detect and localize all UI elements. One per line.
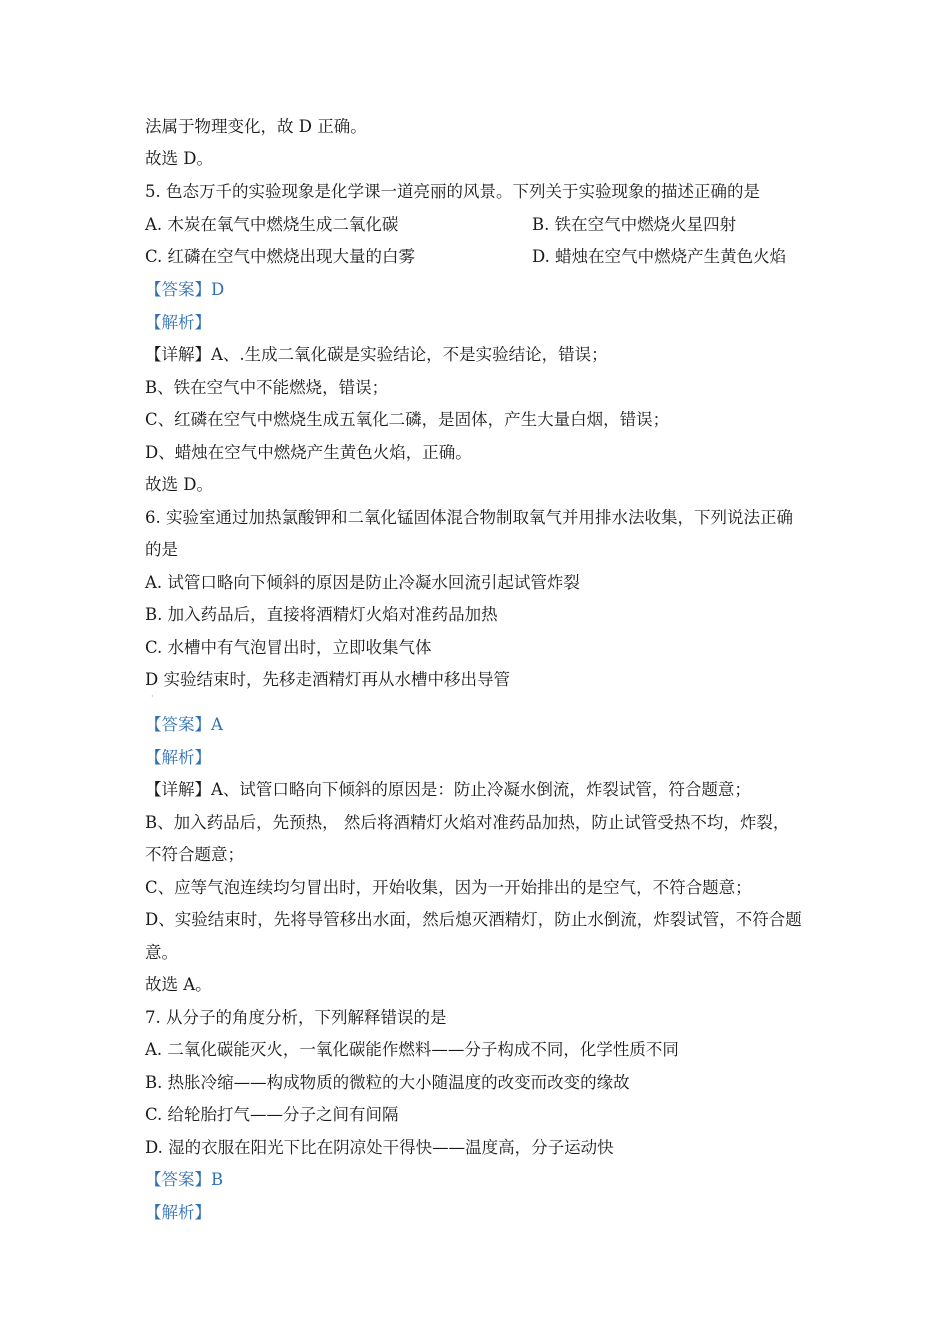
option-a: A. 二氧化碳能灭火，一氧化碳能作燃料——分子构成不同，化学性质不同 [145, 1040, 679, 1059]
text-line: 故选 D。 [145, 475, 213, 494]
detail-line: 【详解】A、.生成二氧化碳是实验结论，不是实验结论，错误； [145, 345, 608, 364]
text-line: B、加入药品后，先预热， 然后将酒精灯火焰对准药品加热，防止试管受热不均，炸裂， [145, 813, 790, 832]
option-d: D 实验结束时，先移走酒精灯再从水槽中移出导管 [145, 670, 510, 689]
option-d: D. 湿的衣服在阳光下比在阴凉处干得快——温度高，分子运动快 [145, 1138, 614, 1157]
answer-label: 【答案】D [145, 280, 225, 299]
text-line: B、铁在空气中不能燃烧，错误； [145, 378, 389, 397]
text-line: 故选 A。 [145, 975, 212, 994]
question-7: 7. 从分子的角度分析，下列解释错误的是 [145, 1008, 447, 1027]
text-line: D、蜡烛在空气中燃烧产生黄色火焰，正确。 [145, 443, 472, 462]
text-line: 法属于物理变化，故 D 正确。 [145, 117, 367, 136]
answer-label: 【答案】A [145, 715, 223, 734]
text-line: C、红磷在空气中燃烧生成五氧化二磷，是固体，产生大量白烟，错误； [145, 410, 670, 429]
option-b: B. 加入药品后，直接将酒精灯火焰对准药品加热 [145, 605, 498, 624]
text-line: 意。 [145, 943, 178, 962]
option-a: A. 木炭在氧气中燃烧生成二氧化碳 [145, 215, 399, 234]
text-line: 的是 [145, 540, 178, 559]
option-c: C. 红磷在空气中燃烧出现大量的白雾 [145, 247, 416, 266]
analysis-label: 【解析】 [145, 313, 211, 332]
stray-mark: · [151, 692, 154, 701]
text-line: 不符合题意； [145, 845, 244, 864]
detail-line: 【详解】A、试管口略向下倾斜的原因是：防止冷凝水倒流，炸裂试管，符合题意； [145, 780, 751, 799]
text-line: D、实验结束时，先将导管移出水面，然后熄灭酒精灯，防止水倒流，炸裂试管，不符合题 [145, 910, 802, 929]
option-c: C. 水槽中有气泡冒出时，立即收集气体 [145, 638, 432, 657]
answer-label: 【答案】B [145, 1170, 224, 1189]
analysis-label: 【解析】 [145, 748, 211, 767]
question-6: 6. 实验室通过加热氯酸钾和二氧化锰固体混合物制取氧气并用排水法收集，下列说法正确 [145, 508, 793, 527]
question-5: 5. 色态万千的实验现象是化学课一道亮丽的风景。下列关于实验现象的描述正确的是 [145, 182, 760, 201]
analysis-label: 【解析】 [145, 1203, 211, 1222]
option-d: D. 蜡烛在空气中燃烧产生黄色火焰 [532, 247, 787, 266]
option-a: A. 试管口略向下倾斜的原因是防止冷凝水回流引起试管炸裂 [145, 573, 580, 592]
option-c: C. 给轮胎打气——分子之间有间隔 [145, 1105, 399, 1124]
option-b: B. 铁在空气中燃烧火星四射 [532, 215, 737, 234]
text-line: 故选 D。 [145, 149, 213, 168]
text-line: C、应等气泡连续均匀冒出时，开始收集，因为一开始排出的是空气，不符合题意； [145, 878, 752, 897]
option-b: B. 热胀冷缩——构成物质的微粒的大小随温度的改变而改变的缘故 [145, 1073, 630, 1092]
